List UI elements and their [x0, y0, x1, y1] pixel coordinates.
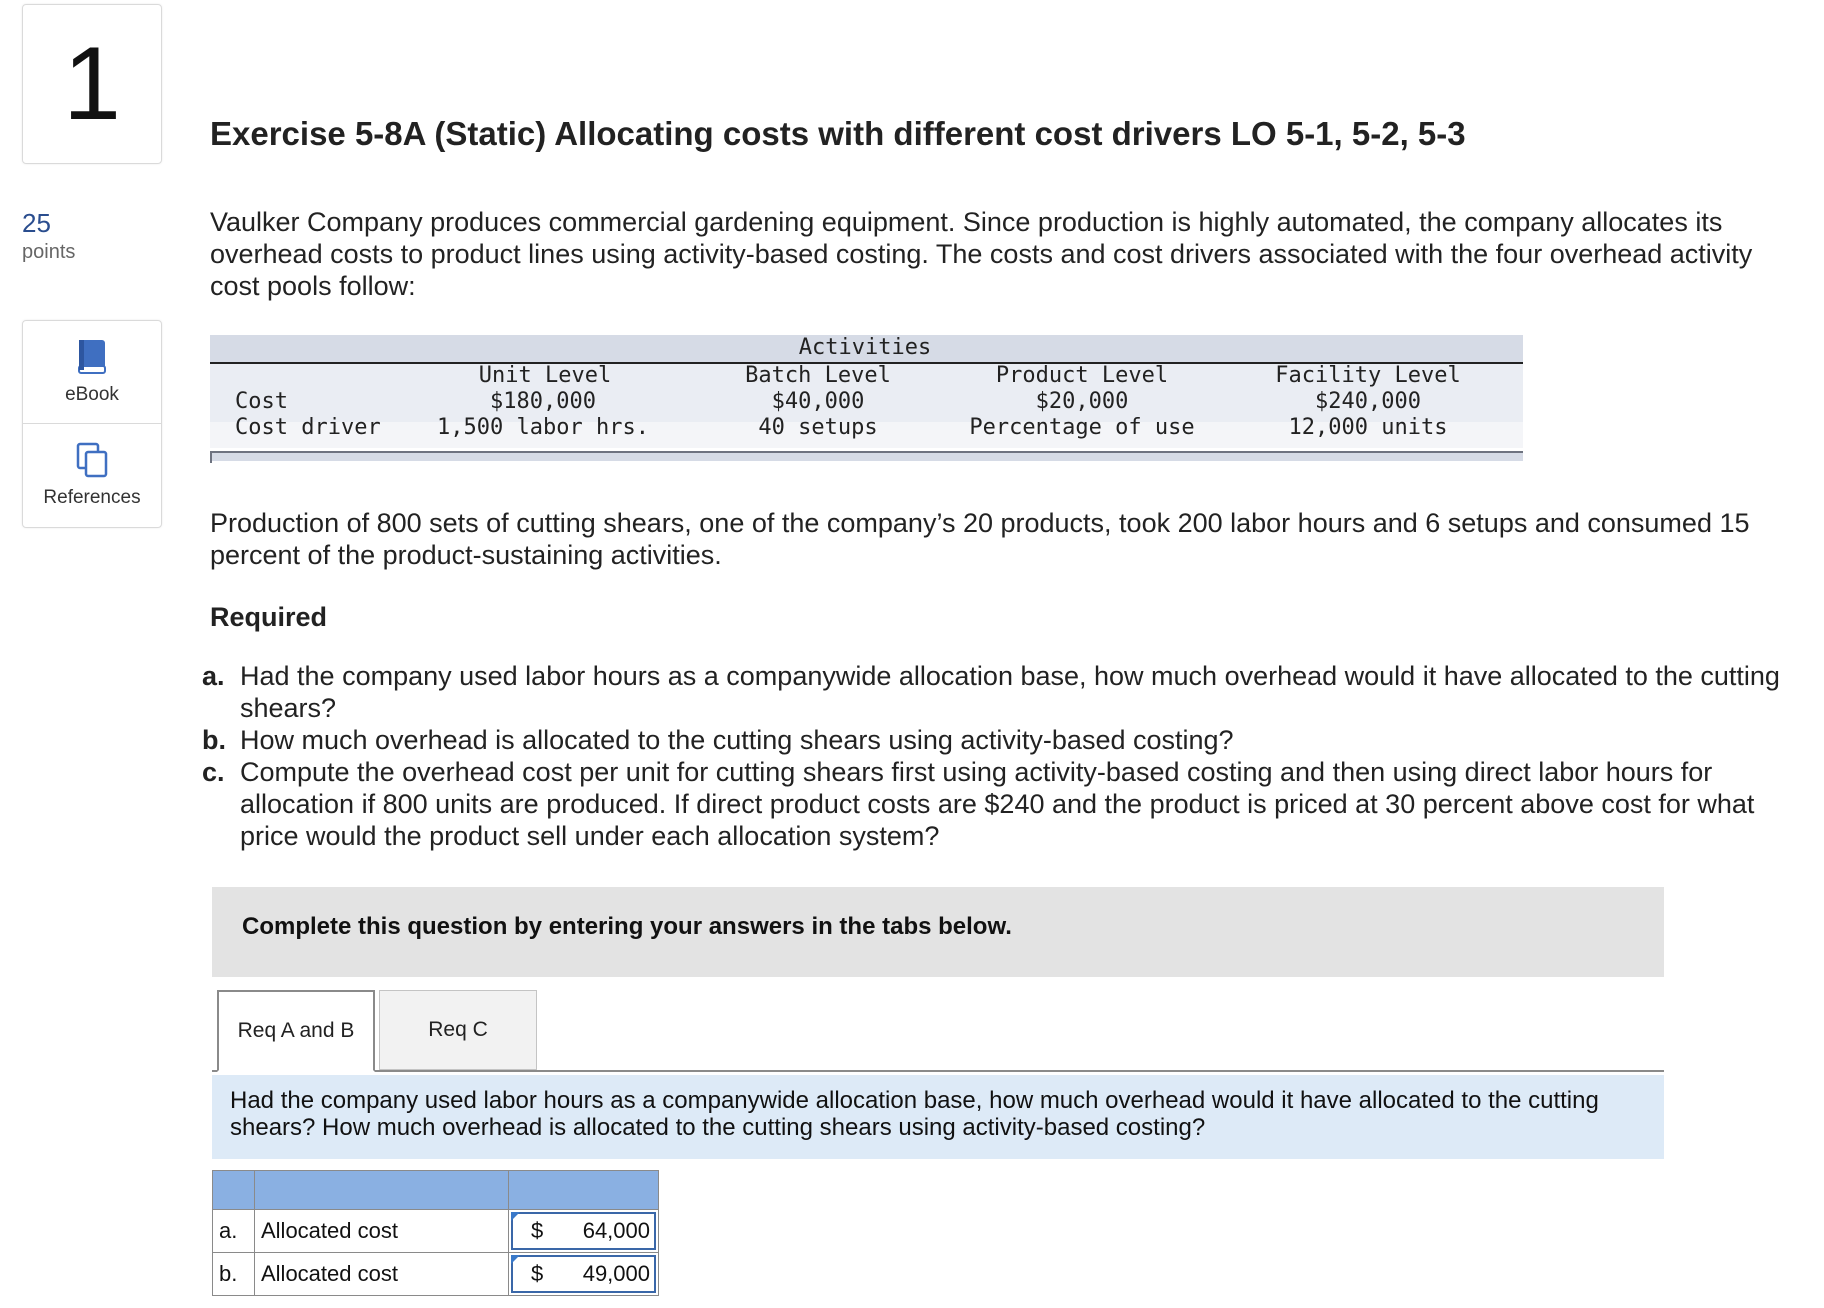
answer-row-marker: b. — [213, 1253, 255, 1296]
required-marker: c. — [202, 757, 225, 787]
question-number: 1 — [22, 4, 162, 164]
table-cell: Percentage of use — [969, 415, 1195, 440]
required-marker: b. — [202, 725, 226, 755]
tab-prompt: Had the company used labor hours as a companywide allocation base, how much overhead would it have allocated to the cutting shears? How much overhead is allocated to the cutting shears using activity-based costing? — [212, 1075, 1664, 1159]
currency-symbol: $ — [531, 1261, 544, 1286]
required-item — [202, 756, 1812, 852]
ebook-label: eBook — [65, 384, 119, 405]
allocated-cost-b-input[interactable] — [511, 1255, 656, 1293]
table-cell: $20,000 — [1035, 389, 1129, 414]
column-header: Facility Level — [1275, 363, 1461, 388]
required-list — [202, 660, 1812, 852]
required-item — [202, 660, 1812, 724]
exercise-intro: Vaulker Company produces commercial gardening equipment. Since production is highly automated, the company allocates its overhead costs to product lines using activity-based costing. The costs and cost drivers associated with the four overhead activity cost pools follow: — [210, 207, 1753, 301]
table-cell: $40,000 — [771, 389, 865, 414]
answer-table — [212, 1170, 659, 1296]
required-text: How much overhead is allocated to the cutting shears using activity-based costing? — [240, 725, 1234, 755]
table-cell: 1,500 labor hrs. — [437, 415, 649, 440]
required-text: Compute the overhead cost per unit for cutting shears first using activity-based costing and then using direct labor hours for allocation if 800 units are produced. If direct product costs are $240 and the product is priced at 30 percent above cost for what price would the product sell under each allocation system? — [240, 757, 1755, 851]
tab-req-a-and-b[interactable]: Req A and B — [217, 990, 375, 1072]
points-indicator — [22, 208, 75, 266]
table-cell: 40 setups — [758, 415, 878, 440]
row-label-cost-driver: Cost driver — [235, 415, 381, 440]
references-icon — [74, 441, 110, 479]
column-header: Product Level — [995, 363, 1169, 388]
column-header: Batch Level — [745, 363, 891, 388]
answer-row-label: Allocated cost — [255, 1210, 509, 1253]
table-cell: $240,000 — [1315, 389, 1421, 414]
activities-group-header: Activities — [798, 335, 932, 360]
required-heading: Required — [210, 602, 328, 632]
answer-row-marker: a. — [213, 1210, 255, 1253]
answer-tabs — [212, 990, 1664, 1072]
answer-row — [213, 1210, 659, 1253]
tools-panel — [22, 320, 162, 528]
input-value: 49,000 — [582, 1261, 650, 1286]
input-value: 64,000 — [582, 1218, 650, 1243]
points-value: 25 — [22, 208, 51, 238]
exercise-title: Exercise 5-8A (Static) Allocating costs with different cost drivers LO 5-1, 5-2, 5-3 — [210, 115, 1466, 152]
ebook-icon — [74, 338, 110, 376]
required-item — [202, 724, 1812, 756]
required-text: Had the company used labor hours as a companywide allocation base, how much overhead would it have allocated to the cutting shears? — [240, 661, 1780, 723]
references-button[interactable] — [23, 423, 161, 526]
table-cell: 12,000 units — [1288, 415, 1448, 440]
required-marker: a. — [202, 661, 225, 691]
answer-row-label: Allocated cost — [255, 1253, 509, 1296]
production-note: Production of 800 sets of cutting shears, one of the company’s 20 products, took 200 labor hours and 6 setups and consumed 15 percent of the product-sustaining activities. — [210, 508, 1750, 570]
tab-req-c[interactable]: Req C — [379, 990, 537, 1070]
instruction-banner: Complete this question by entering your answers in the tabs below. — [212, 887, 1664, 977]
currency-symbol: $ — [531, 1218, 544, 1243]
answer-row — [213, 1253, 659, 1296]
activity-cost-table — [210, 335, 1523, 465]
points-label: points — [22, 241, 76, 263]
row-label-cost: Cost — [235, 389, 288, 414]
column-header: Unit Level — [478, 363, 612, 388]
references-label: References — [43, 487, 141, 508]
allocated-cost-a-input[interactable] — [511, 1212, 656, 1250]
table-cell: $180,000 — [490, 389, 596, 414]
answer-table-header — [213, 1171, 659, 1210]
ebook-button[interactable] — [23, 321, 161, 423]
